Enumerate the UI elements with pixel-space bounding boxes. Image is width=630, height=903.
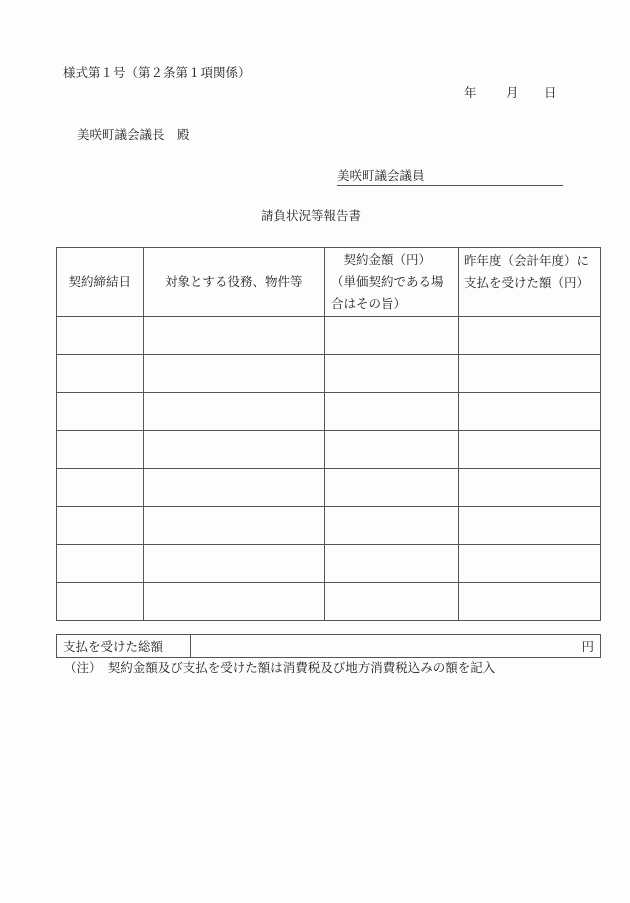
cell-paid[interactable] (458, 583, 600, 621)
cell-date[interactable] (57, 355, 144, 393)
col-contract-date: 契約締結日 (57, 248, 144, 317)
col-contract-amount: 契約金額（円） （単価契約である場 合はその旨） (324, 248, 458, 317)
cell-paid[interactable] (458, 507, 600, 545)
cell-target[interactable] (143, 317, 324, 355)
cell-amount[interactable] (324, 393, 458, 431)
cell-amount[interactable] (324, 583, 458, 621)
cell-date[interactable] (57, 583, 144, 621)
table-row (57, 317, 601, 355)
cell-target[interactable] (143, 355, 324, 393)
document-title: 請負状況等報告書 (261, 208, 362, 223)
cell-amount[interactable] (324, 545, 458, 583)
total-table (56, 634, 601, 658)
date-day: 日 (544, 85, 557, 100)
cell-date[interactable] (57, 317, 144, 355)
date-line (464, 87, 557, 100)
table-header-row (57, 248, 601, 317)
footnote: （注） 契約金額及び支払を受けた額は消費税及び地方消費税込みの額を記入 (64, 660, 496, 675)
table-row (57, 431, 601, 469)
cell-amount[interactable] (324, 507, 458, 545)
cell-target[interactable] (143, 469, 324, 507)
cell-date[interactable] (57, 545, 144, 583)
table-row (57, 355, 601, 393)
yen-unit: 円 (581, 639, 594, 654)
total-label: 支払を受けた総額 (57, 635, 191, 658)
cell-target[interactable] (143, 545, 324, 583)
col-last-year-payment: 昨年度（会計年度）に 支払を受けた額（円） (458, 248, 600, 317)
date-year: 年 (464, 85, 477, 100)
table-row (57, 507, 601, 545)
cell-paid[interactable] (458, 317, 600, 355)
cell-paid[interactable] (458, 431, 600, 469)
cell-paid[interactable] (458, 545, 600, 583)
table-row (57, 469, 601, 507)
cell-amount[interactable] (324, 469, 458, 507)
cell-target[interactable] (143, 393, 324, 431)
table-row (57, 393, 601, 431)
addressee: 美咲町議会議長 殿 (77, 127, 190, 142)
cell-target[interactable] (143, 431, 324, 469)
cell-date[interactable] (57, 431, 144, 469)
cell-paid[interactable] (458, 393, 600, 431)
total-amount-field[interactable] (191, 635, 601, 658)
cell-target[interactable] (143, 583, 324, 621)
date-month: 月 (506, 85, 519, 100)
sender-field[interactable]: 美咲町議会議員 (337, 170, 563, 186)
cell-paid[interactable] (458, 355, 600, 393)
contract-table (56, 247, 601, 621)
form-number: 様式第１号（第２条第１項関係） (63, 65, 251, 80)
cell-amount[interactable] (324, 317, 458, 355)
cell-date[interactable] (57, 393, 144, 431)
cell-date[interactable] (57, 469, 144, 507)
total-row (57, 635, 601, 658)
cell-target[interactable] (143, 507, 324, 545)
col-target-service: 対象とする役務、物件等 (143, 248, 324, 317)
table-row (57, 545, 601, 583)
cell-amount[interactable] (324, 431, 458, 469)
cell-amount[interactable] (324, 355, 458, 393)
cell-date[interactable] (57, 507, 144, 545)
cell-paid[interactable] (458, 469, 600, 507)
table-row (57, 583, 601, 621)
